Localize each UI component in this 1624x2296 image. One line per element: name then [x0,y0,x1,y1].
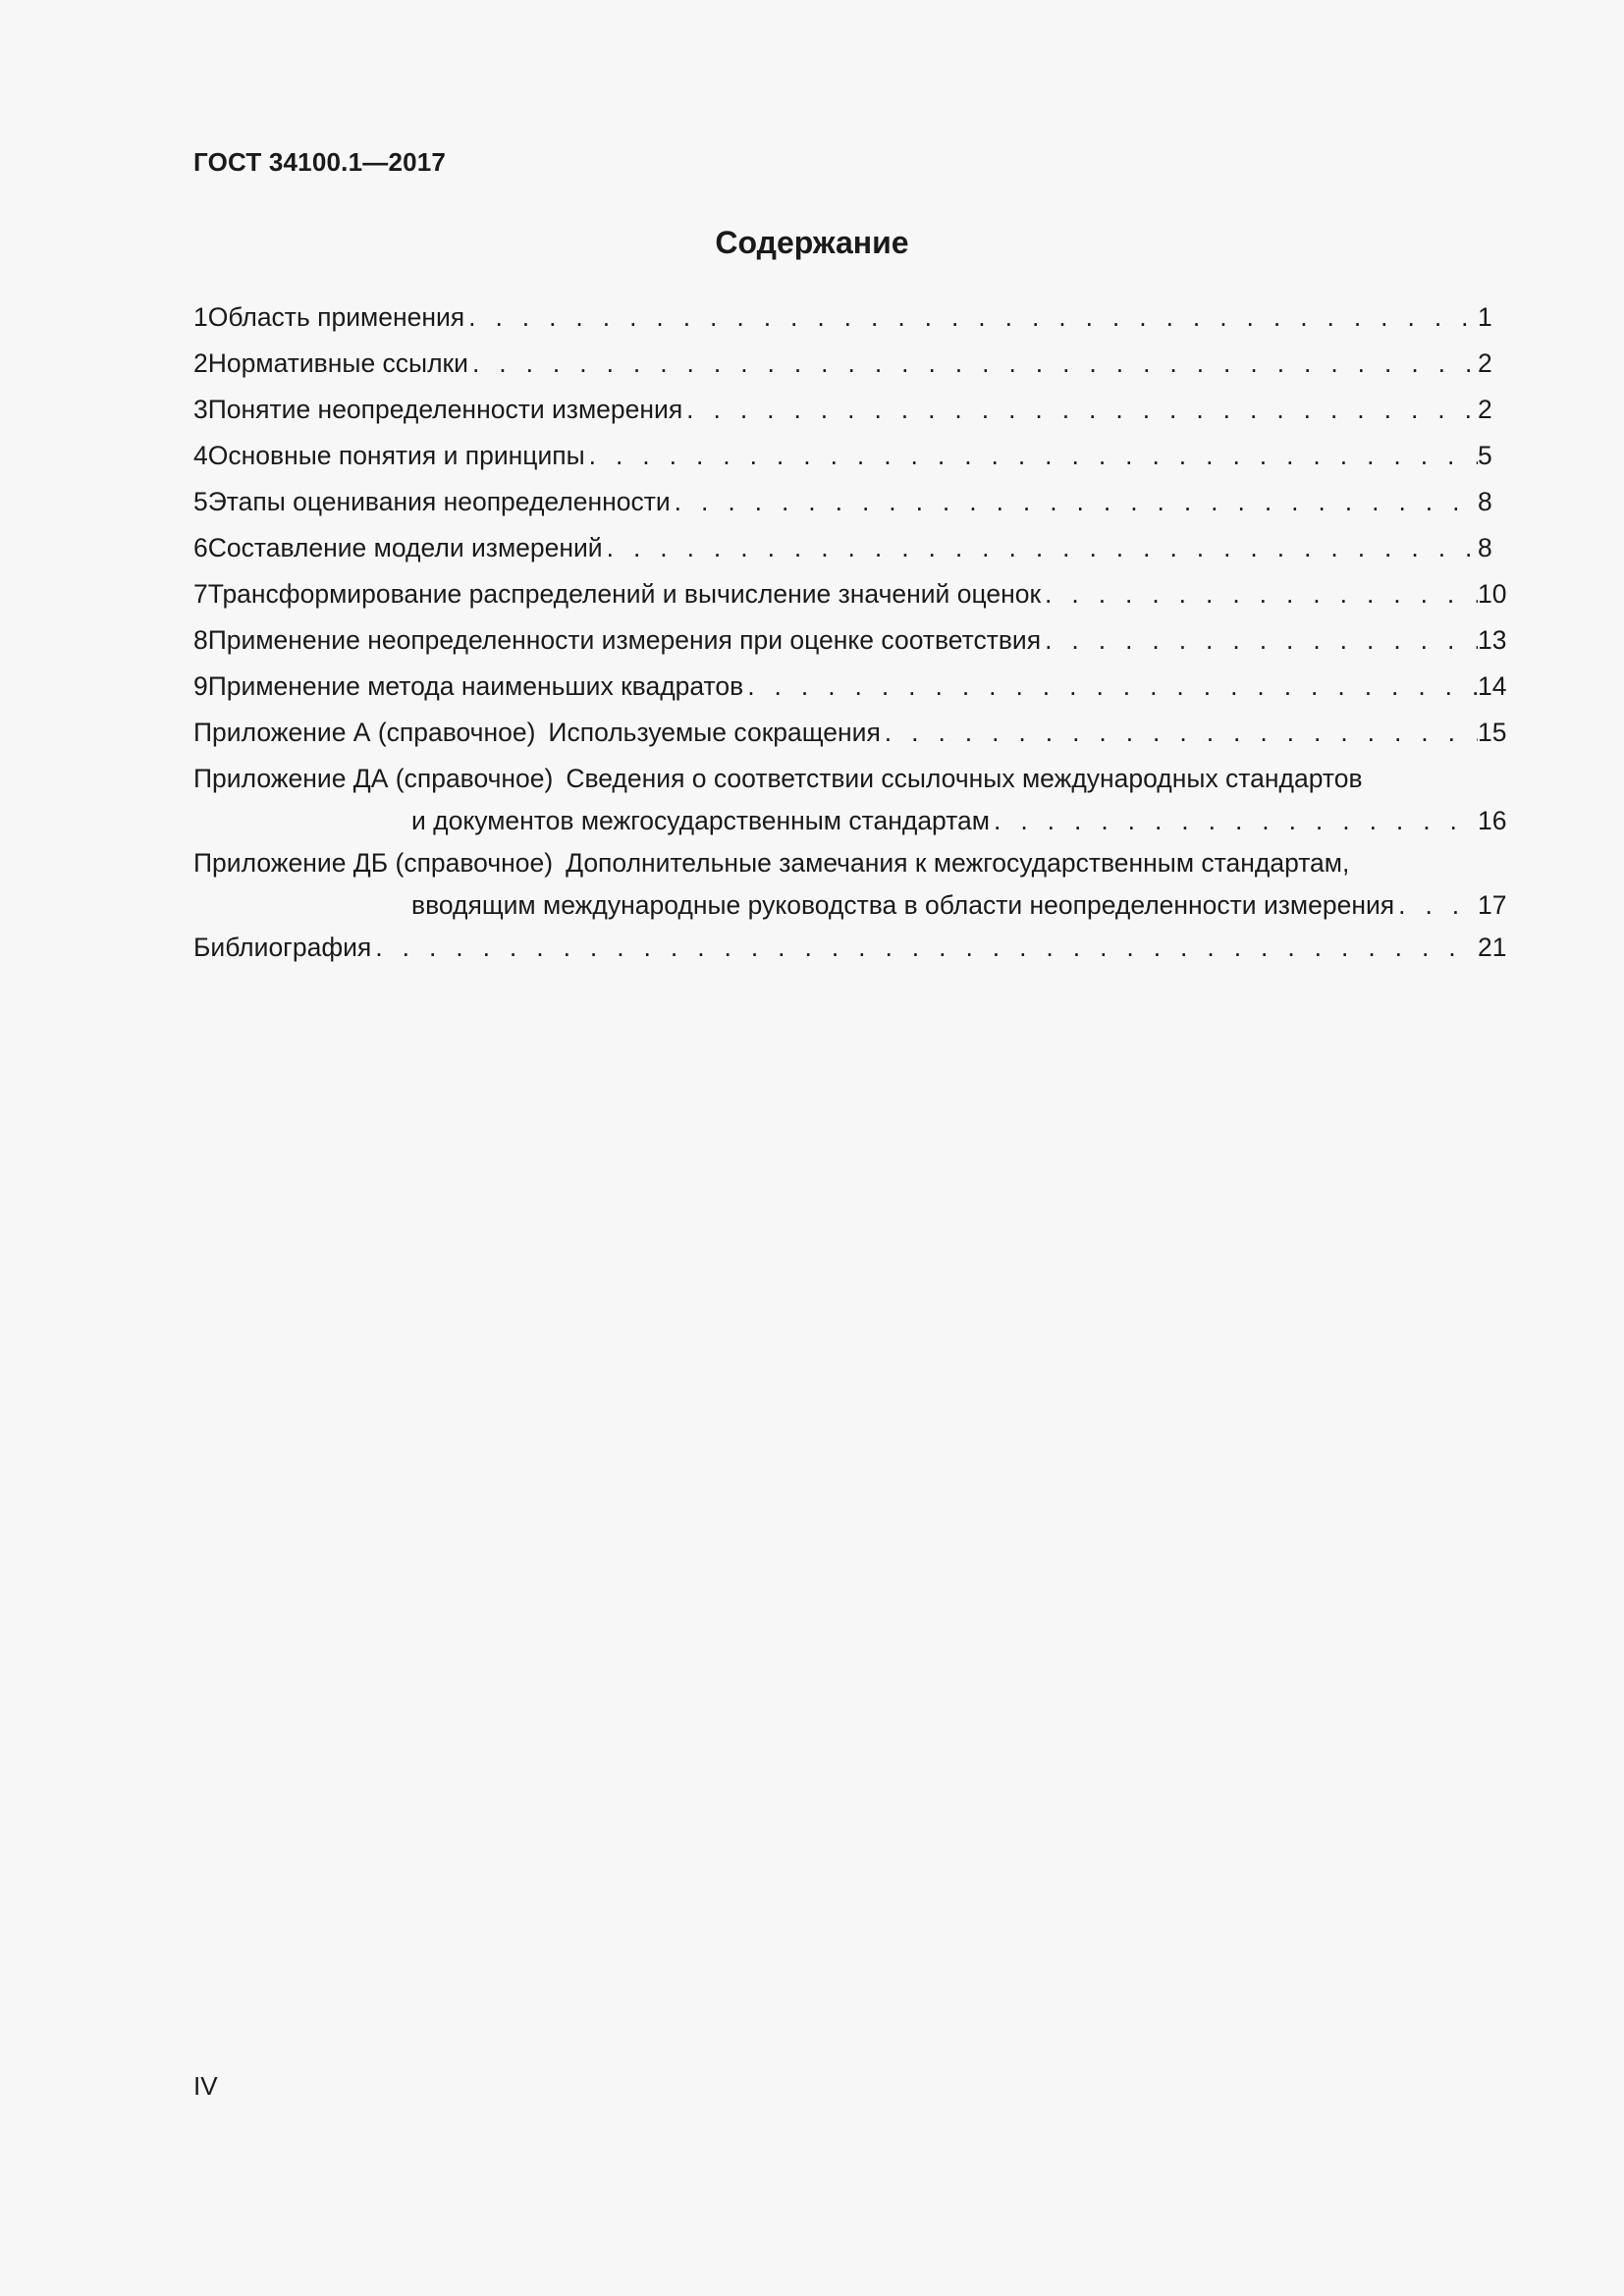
toc-entry-page: 8 [1478,533,1492,562]
annex-prefix: Приложение ДБ (справочное) [193,848,554,878]
toc-entry-title-line2: и документов межгосударственным стандартам [411,806,991,835]
toc-entry-page: 2 [1478,348,1492,378]
dot-leader [1041,622,1478,658]
toc-entry-number: 8 [193,625,208,655]
toc-entry-section-5[interactable] [193,484,1507,519]
toc-entry-page: 1 [1478,302,1492,332]
annex-prefix: Приложение А (справочное) [193,718,536,747]
toc-entry-number: 4 [193,441,208,470]
toc-entry-section-2[interactable] [193,346,1507,381]
toc-entry-section-8[interactable] [193,622,1507,658]
toc-entry-page: 14 [1478,671,1507,701]
toc-entry-section-9[interactable] [193,668,1507,704]
toc-entry-title: Основные понятия и принципы [207,441,585,470]
dot-leader [1394,887,1478,923]
toc-entry-number: 3 [193,395,208,424]
toc-entry-section-1[interactable] [193,299,1507,335]
toc-entry-title-line2: вводящим международные руководства в области неопределенности измерения [411,890,1395,920]
dot-leader [464,299,1478,335]
toc-entry-number: 1 [193,302,208,332]
document-code: ГОСТ 34100.1—2017 [193,147,447,177]
dot-leader [1041,576,1478,612]
toc-entry-number: 6 [193,533,208,562]
dot-leader [603,530,1478,565]
toc-entry-bibliography[interactable] [193,930,1507,965]
toc-entry-number: 2 [193,348,208,378]
toc-entry-section-3[interactable] [193,392,1507,427]
toc-entry-title: Понятие неопределенности измерения [207,395,683,424]
dot-leader [743,668,1478,704]
toc-entry-page: 21 [1478,933,1507,962]
dot-leader [990,803,1478,838]
toc-entry-title: Применение метода наименьших квадратов [207,671,744,701]
toc-entry-section-7[interactable] [193,576,1507,612]
dot-leader [371,930,1478,965]
toc-entry-page: 15 [1478,718,1507,747]
toc-entry-annex-a[interactable] [193,715,1507,750]
toc-entry-title: Трансформирование распределений и вычисление значений оценок [207,579,1042,609]
toc-entry-page: 10 [1478,579,1507,609]
toc-entry-page: 16 [1478,806,1507,835]
toc-title: Содержание [715,225,909,260]
toc-entry-title: Нормативные ссылки [207,348,468,378]
toc-entry-title-line1: Сведения о соответствии ссылочных международных стандартов [566,764,1363,793]
table-of-contents [193,299,1507,976]
toc-entry-annex-da[interactable] [193,761,1507,838]
toc-entry-page: 17 [1478,890,1507,920]
toc-entry-title: Область применения [207,302,465,332]
dot-leader [585,438,1478,473]
toc-entry-number: 7 [193,579,208,609]
toc-entry-page: 8 [1478,487,1492,516]
toc-entry-section-4[interactable] [193,438,1507,473]
page-number: IV [193,2071,218,2101]
toc-entry-title: Этапы оценивания неопределенности [207,487,671,516]
annex-prefix: Приложение ДА (справочное) [193,764,554,793]
toc-entry-page: 13 [1478,625,1507,655]
toc-entry-title: Составление модели измерений [207,533,603,562]
toc-entry-number: 9 [193,671,208,701]
dot-leader [881,715,1478,750]
toc-entry-annex-db[interactable] [193,845,1507,923]
toc-entry-title-line1: Дополнительные замечания к межгосударственным стандартам, [566,848,1350,878]
toc-entry-page: 5 [1478,441,1492,470]
dot-leader [671,484,1478,519]
dot-leader [468,346,1478,381]
toc-entry-section-6[interactable] [193,530,1507,565]
dot-leader [682,392,1478,427]
toc-entry-title: Библиография [193,933,372,962]
toc-entry-title: Используемые сокращения [548,718,881,747]
toc-entry-number: 5 [193,487,208,516]
toc-entry-page: 2 [1478,395,1492,424]
toc-entry-title: Применение неопределенности измерения при оценке соответствия [207,625,1042,655]
